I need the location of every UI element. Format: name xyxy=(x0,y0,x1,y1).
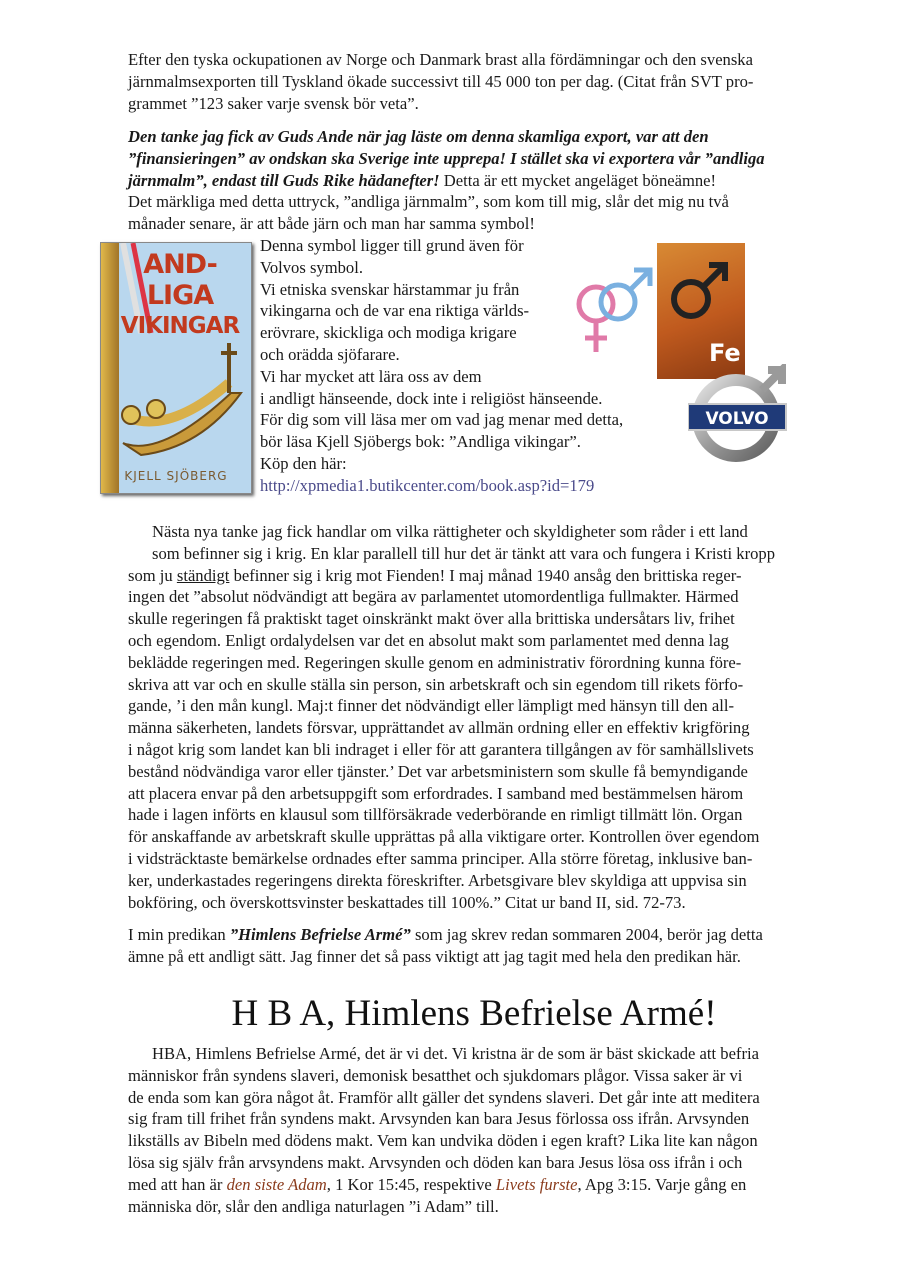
book-title-line: VIKINGAR xyxy=(120,313,240,339)
text-line: Köp den här: xyxy=(260,453,347,473)
text-line: grammet ”123 saker varje svensk bör veta”. xyxy=(128,93,419,113)
text-line: i andligt hänseende, dock inte i religiöst hänseende. xyxy=(260,388,603,408)
paragraph-intro xyxy=(128,49,820,114)
underlined-word: ständigt xyxy=(176,565,230,585)
iron-element-symbol: Fe xyxy=(709,339,741,367)
text-line: ämne på ett andligt sätt. Jag finner det så pass viktigt att jag tagit med hela den predikan här. xyxy=(128,946,741,966)
text-line: skulle regeringen få praktiskt taget oinskränkt makt över alla brittiska undersåtars liv, frihet xyxy=(128,609,735,629)
text-line: Vi etniska svenskar härstammar ju från xyxy=(260,279,520,299)
text-line: likställs av Bibeln med dödens makt. Vem kan undvika döden i egen kraft? Lika lite kan någon xyxy=(128,1131,758,1151)
text-line: För dig som vill läsa mer om vad jag menar med detta, xyxy=(260,410,624,430)
text-line: som befinner sig i krig. En klar parallell till hur det är tänkt att vara och fungera i Kristi kropp xyxy=(152,543,776,563)
text-line: och orädda sjöfarare. xyxy=(260,344,400,364)
text-line: i något krig som landet kan bli indraget i eller för att garantera tillgången av för samhällslivets xyxy=(128,739,754,759)
text-fragment: befinner sig i krig mot Fienden! I maj månad 1940 ansåg den brittiska reger- xyxy=(229,565,742,585)
bold-italic-line: ”finansieringen” av ondskan ska Sverige inte upprepa! I stället ska vi exportera vår ”andliga xyxy=(128,148,765,168)
text-line: de enda som kan göra något åt. Framför allt gäller det syndens slaveri. Det går inte att meditera xyxy=(128,1087,760,1107)
text-line: erövrare, skickliga och modiga krigare xyxy=(260,323,517,343)
text-line: bestånd nödvändiga varor eller tjänster.’ Det var arbetsministern som skulle få bemyndigande xyxy=(128,761,748,781)
text-line: hade i lagen införts en klausul som tillförsäkrade vederbörande en rimligt tillmätt lön. Organ xyxy=(128,805,743,825)
text-fragment: Detta är ett mycket angeläget böneämne! xyxy=(439,170,717,190)
text-line: sig fram till frihet från syndens makt. Arvsynden kan bara Jesus förlossa oss ifrån. Arvsynden xyxy=(128,1109,750,1129)
bold-italic-line: Den tanke jag fick av Guds Ande när jag läste om denna skamliga export, var att den xyxy=(128,127,709,146)
text-line: skriva att var och en skulle ställa sin person, sin arbetskraft och sin egendom till rikets förfo- xyxy=(128,674,744,694)
text-line: beklädde regeringen med. Regeringen skulle genom en administrativ förordning kunna före- xyxy=(128,652,742,672)
text-fragment: I min predikan xyxy=(128,925,230,944)
paragraph-sermon-reference xyxy=(128,924,820,968)
paragraph-spiritual-iron xyxy=(128,126,820,235)
text-line: männa säkerheten, landets försvar, upprättandet av allmän ordning eller en effektiv krigföring xyxy=(128,718,750,738)
text-line: Vi har mycket att lära oss av dem xyxy=(260,366,482,386)
text-line: månader senare, är att både järn och man har samma symbol! xyxy=(128,214,535,234)
sermon-title: ”Himlens Befrielse Armé” xyxy=(229,925,411,944)
text-line: människa dör, slår den andliga naturlagen ”i Adam” till. xyxy=(128,1196,499,1216)
text-line: ingen det ”absolut nödvändigt att begära av parlamentet utomordentliga fullmakter. Härmed xyxy=(128,587,739,607)
text-line: för anskaffande av arbetskraft skulle upprättas på alla viktigare orter. Kontrollen över egendom xyxy=(128,827,760,847)
text-line: Efter den tyska ockupationen av Norge och Danmark brast alla fördämningar och den svenska xyxy=(128,50,753,69)
text-fragment: som ju xyxy=(128,565,177,585)
text-line: HBA, Himlens Befrielse Armé, det är vi det. Vi kristna är de som är bäst skickade att befria xyxy=(152,1044,759,1063)
text-line: i vidsträcktaste bemärkelse ordnades efter samma principer. Alla större företag, inklusive ban- xyxy=(128,848,753,868)
book-title xyxy=(109,249,251,342)
text-line: ker, underkastades regeringens direkta föreskrifter. Arbetsgivare blev skyldiga att uppvisa sin xyxy=(128,870,747,890)
text-line: gande, ’i den mån kungl. Maj:t finner det nödvändigt eller lämpligt med hänsyn till den all- xyxy=(128,696,734,716)
female-male-symbols-icon xyxy=(568,262,658,358)
text-line: järnmalmsexporten till Tyskland ökade successivt till 45 000 ton per dag. (Citat från SVT pro- xyxy=(128,71,754,91)
text-fragment: , 1 Kor 15:45, respektive xyxy=(326,1174,496,1194)
book-purchase-link[interactable]: http://xpmedia1.butikcenter.com/book.asp?id=179 xyxy=(260,475,595,495)
text-line: vikingarna och de var ena riktiga världs- xyxy=(260,301,530,321)
book-author: KJELL SJÖBERG xyxy=(124,469,228,483)
bold-italic-line: järnmalm”, endast till Guds Rike hädanefter! xyxy=(128,170,440,190)
book-cover-image xyxy=(100,242,252,494)
text-line: och egendom. Enligt ordalydelsen var det en absolut makt som parlamentet med denna lag xyxy=(128,630,729,650)
iron-symbol-image xyxy=(657,243,745,379)
section-heading: H B A, Himlens Befrielse Armé! xyxy=(231,993,717,1034)
text-line: människor från syndens slaveri, demonisk besatthet och sjukdomars plågor. Vissa saker är vi xyxy=(128,1065,743,1085)
volvo-logo-text: VOLVO xyxy=(705,409,769,429)
text-fragment: , Apg 3:15. Varje gång en xyxy=(577,1174,747,1194)
book-title-line: AND- xyxy=(143,249,217,280)
paragraph-war-rights xyxy=(128,521,820,913)
text-line: Nästa nya tanke jag fick handlar om vilka rättigheter och skyldigheter som råder i ett land xyxy=(152,522,748,541)
text-line: Det märkliga med detta uttryck, ”andliga järnmalm”, som kom till mig, slår det mig nu två xyxy=(128,192,729,212)
scripture-reference: Livets furste xyxy=(495,1174,578,1194)
volvo-logo-icon xyxy=(688,364,792,468)
text-line: Denna symbol ligger till grund även för xyxy=(260,236,524,255)
text-line: lösa sig själv från arvsyndens makt. Arvsynden och döden kan bara Jesus lösa oss ifrån i och xyxy=(128,1152,743,1172)
text-line: att placera envar på den arbetsuppgift som erfordrades. I samband med bestämmelsen härom xyxy=(128,783,744,803)
text-fragment: med att han är xyxy=(128,1174,227,1194)
book-title-line: LIGA xyxy=(146,280,214,311)
text-line: bokföring, och överskottsvinster beskattades till 100%.” Citat ur band II, sid. 72-73. xyxy=(128,892,686,912)
scripture-reference: den siste Adam xyxy=(226,1174,327,1194)
paragraph-hba xyxy=(128,1043,820,1217)
text-line: bör läsa Kjell Sjöbergs bok: ”Andliga vikingar”. xyxy=(260,432,581,452)
text-line: Volvos symbol. xyxy=(260,257,363,277)
text-fragment: som jag skrev redan sommaren 2004, berör jag detta xyxy=(410,925,763,944)
mars-symbol-icon xyxy=(657,243,745,343)
